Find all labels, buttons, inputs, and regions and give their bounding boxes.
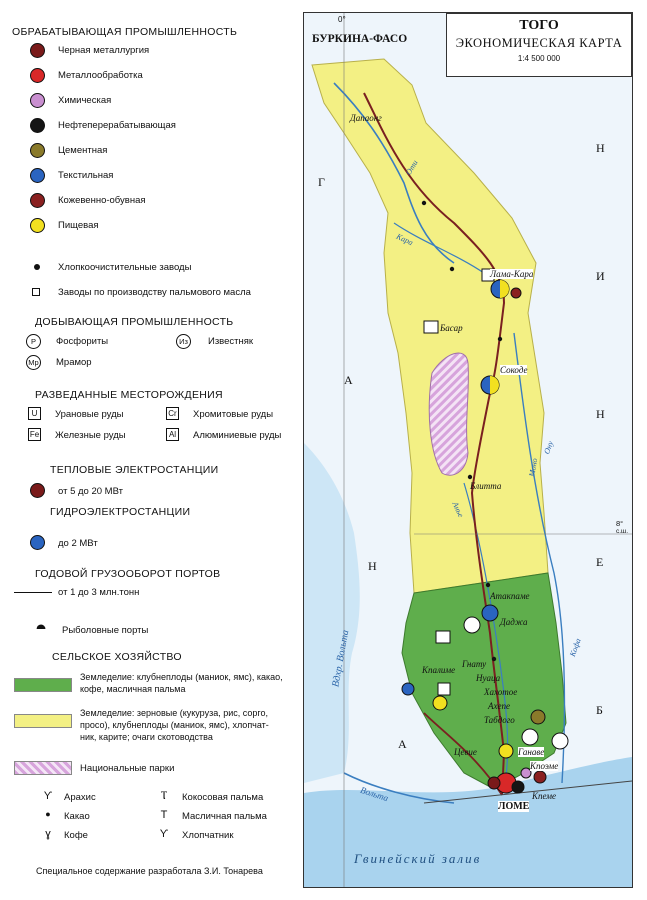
city-label: Гнату [462,659,487,669]
legend-hydro-heading: ГИДРОЭЛЕКТРОСТАНЦИИ [50,506,191,518]
thermal-plant-symbol [30,483,45,498]
chromite-deposit [436,631,450,643]
phosphate-mine [464,617,480,633]
iron-deposit [424,321,438,333]
cotton-gin [498,337,502,341]
city-label: Кпеме [532,791,556,801]
neighbor-west-letter: А [398,737,407,751]
cotton-gin [468,475,472,479]
legend-item-label: Металлообработка [58,70,143,81]
reservoir-label: Вдхр. Вольта [330,629,352,688]
oil-palm-icon: T [160,809,168,821]
limestone-mine [552,733,568,749]
legend-agriculture-heading: СЕЛЬСКОЕ ХОЗЯЙСТВО [52,651,182,663]
legend-item-label: Земледелие: зерновые (кукуруза, рис, сорго, [80,708,268,718]
meridian-label: 0° [338,15,346,24]
legend-item-label: Хлопкоочистительные заводы [58,262,192,273]
hydro-marker [402,683,414,695]
city-label: Басар [440,323,463,333]
legend-item-label: Заводы по производству пальмового масла [58,287,251,298]
river-label: Оти [403,158,420,177]
refinery-marker [512,781,524,793]
legend-deposits-heading: РАЗВЕДАННЫЕ МЕСТОРОЖДЕНИЯ [35,389,223,401]
food-symbol [30,218,45,233]
national-park [429,353,468,475]
yellow-zone-swatch [14,714,72,728]
river-label: Кара [394,231,415,248]
legend-item-label: Земледелие: клубнеплоды (маниок, ямс), какао, [80,672,283,682]
city-label: Цевие [454,747,477,757]
legend-item-label: Цементная [58,145,108,156]
legend [0,0,302,900]
legend-item-label: Черная металлургия [58,45,150,56]
leather-symbol [30,193,45,208]
city-label: Атакпаме [490,591,530,601]
cement-marker [531,710,545,724]
thermal-marker [534,771,546,783]
legend-item-label: Химическая [58,95,112,106]
ferrous-metallurgy-symbol [30,43,45,58]
phosphate-mine [522,729,538,745]
parallel-label: с.ш. [616,528,629,535]
capital-label: ЛОМЕ [498,801,530,812]
legend-item-label: от 5 до 20 МВт [58,486,123,497]
city-label: Даджа [500,617,528,627]
legend-item-label: Известняк [208,336,254,347]
coffee-icon: ɣ [45,828,51,840]
map-title: ТОГО [519,18,559,33]
legend-item-label: до 2 МВт [58,538,98,549]
city-label: Дапаонг [350,113,382,123]
river-label: Ону [542,439,556,456]
hydro-plant-symbol [30,535,45,550]
bauxite-deposit [438,683,450,695]
textile-marker [482,605,498,621]
city-label: Хахотое [484,687,518,697]
legend-item-label: просо), клубнеплоды (маниок, ямс), хлопчат- [80,720,269,730]
legend-item-label: Кофе [64,830,88,841]
cotton-gin-symbol [34,264,40,270]
deposit-code-badge: Cr [166,407,179,420]
city-label: Блитта [470,481,502,491]
credit-line: Специальное содержание разработала З.И. Тонарева [36,866,263,876]
legend-item-label: Арахис [64,792,96,803]
map-scale: 1:4 500 000 [517,54,561,63]
deposit-code-badge: U [28,407,41,420]
city-label: Ганаве [518,747,545,757]
legend-item-label: Железные руды [55,430,126,441]
legend-item-label: Какао [64,811,90,822]
food-marker [499,744,513,758]
legend-item-label: Национальные парки [80,763,175,774]
national-park-swatch [14,761,72,775]
deposit-code-badge: Fe [29,430,40,439]
cement-symbol [30,143,45,158]
neighbor-west-letter: А [344,373,353,387]
ferrous-marker [488,777,500,789]
deposit-code-badge: Al [166,428,179,441]
river-label: Анье [450,500,466,519]
neighbor-west-letter: Н [368,559,377,573]
cotton-gin [450,267,454,271]
neighbor-east-letter: Н [596,407,605,421]
legend-item-label: Пищевая [58,220,99,231]
mining-code-badge: P [26,334,41,349]
legend-item-label: Текстильная [58,170,114,181]
city-label: Нуаца [476,673,501,683]
green-zone-swatch [14,678,72,692]
legend-item-label: ник, карите; очаги скотоводства [80,732,213,742]
fish-icon: ⯊ [36,622,46,636]
legend-ports-heading: ГОДОВОЙ ГРУЗООБОРОТ ПОРТОВ [35,568,221,580]
city-label: Кпоэме [530,761,559,771]
mining-code-badge: Из [176,334,191,349]
peanut-icon: ϒ [43,790,53,802]
cotton-gin [422,201,426,205]
city-label: Кпалиме [422,665,456,675]
cotton-icon: ϒ [159,828,169,840]
textile-symbol [30,168,45,183]
city-label: Ахепе [488,701,510,711]
city-label: Лама-Кара [490,269,534,279]
chemical-symbol [30,93,45,108]
legend-mining-heading: ДОБЫВАЮЩАЯ ПРОМЫШЛЕННОСТЬ [35,316,234,328]
legend-item-label: Урановые руды [55,409,124,420]
leather-marker [511,288,521,298]
river-label: Вольта [359,784,390,804]
cocoa-icon: ● [45,809,51,819]
legend-item-label: от 1 до 3 млн.тонн [58,587,140,598]
cotton-gin [492,657,496,661]
legend-item-label: Мрамор [56,357,92,368]
legend-thermal-heading: ТЕПЛОВЫЕ ЭЛЕКТРОСТАНЦИИ [50,464,219,476]
river-label: Моно [527,457,540,478]
neighbor-east-letter: Б [596,703,603,717]
oil-refining-symbol [30,118,45,133]
neighbor-north-label: БУРКИНА-ФАСО [312,33,408,45]
title-box [446,13,632,77]
city-label: Табдого [484,715,515,725]
food-marker [433,696,447,710]
mining-code-badge: Мр [26,355,41,370]
map-frame [303,12,633,888]
neighbor-west-letter: Г [318,175,325,189]
coconut-palm-icon: Ⲧ [160,790,168,802]
legend-item-label: Нефтеперерабатывающая [58,120,176,131]
parallel-label: 8° [616,519,624,528]
metalworking-symbol [30,68,45,83]
port-line-symbol [14,592,52,593]
neighbor-east-letter: Н [596,141,605,155]
map-subtitle: ЭКОНОМИЧЕСКАЯ КАРТА [455,36,623,50]
legend-item-label: Хлопчатник [182,830,234,841]
legend-item-label: Кокосовая пальма [182,792,264,803]
legend-item-label: Алюминиевые руды [193,430,282,441]
river-label: Кофа [567,637,583,658]
legend-item-label: кофе, масличная пальма [80,684,186,694]
city-label: Сокоде [500,365,528,375]
cotton-gin [486,583,490,587]
neighbor-east-letter: И [596,269,605,283]
legend-item-label: Хромитовые руды [193,409,274,420]
neighbor-east-letter: Е [596,555,604,569]
legend-item-label: Фосфориты [56,336,109,347]
palm-oil-plant-symbol [32,288,40,296]
sea-label: Гвинейский залив [354,851,482,866]
legend-item-label: Рыболовные порты [62,625,149,636]
legend-industry-heading: ОБРАБАТЫВАЮЩАЯ ПРОМЫШЛЕННОСТЬ [12,26,238,38]
legend-item-label: Кожевенно-обувная [58,195,146,206]
legend-item-label: Масличная пальма [182,811,267,822]
